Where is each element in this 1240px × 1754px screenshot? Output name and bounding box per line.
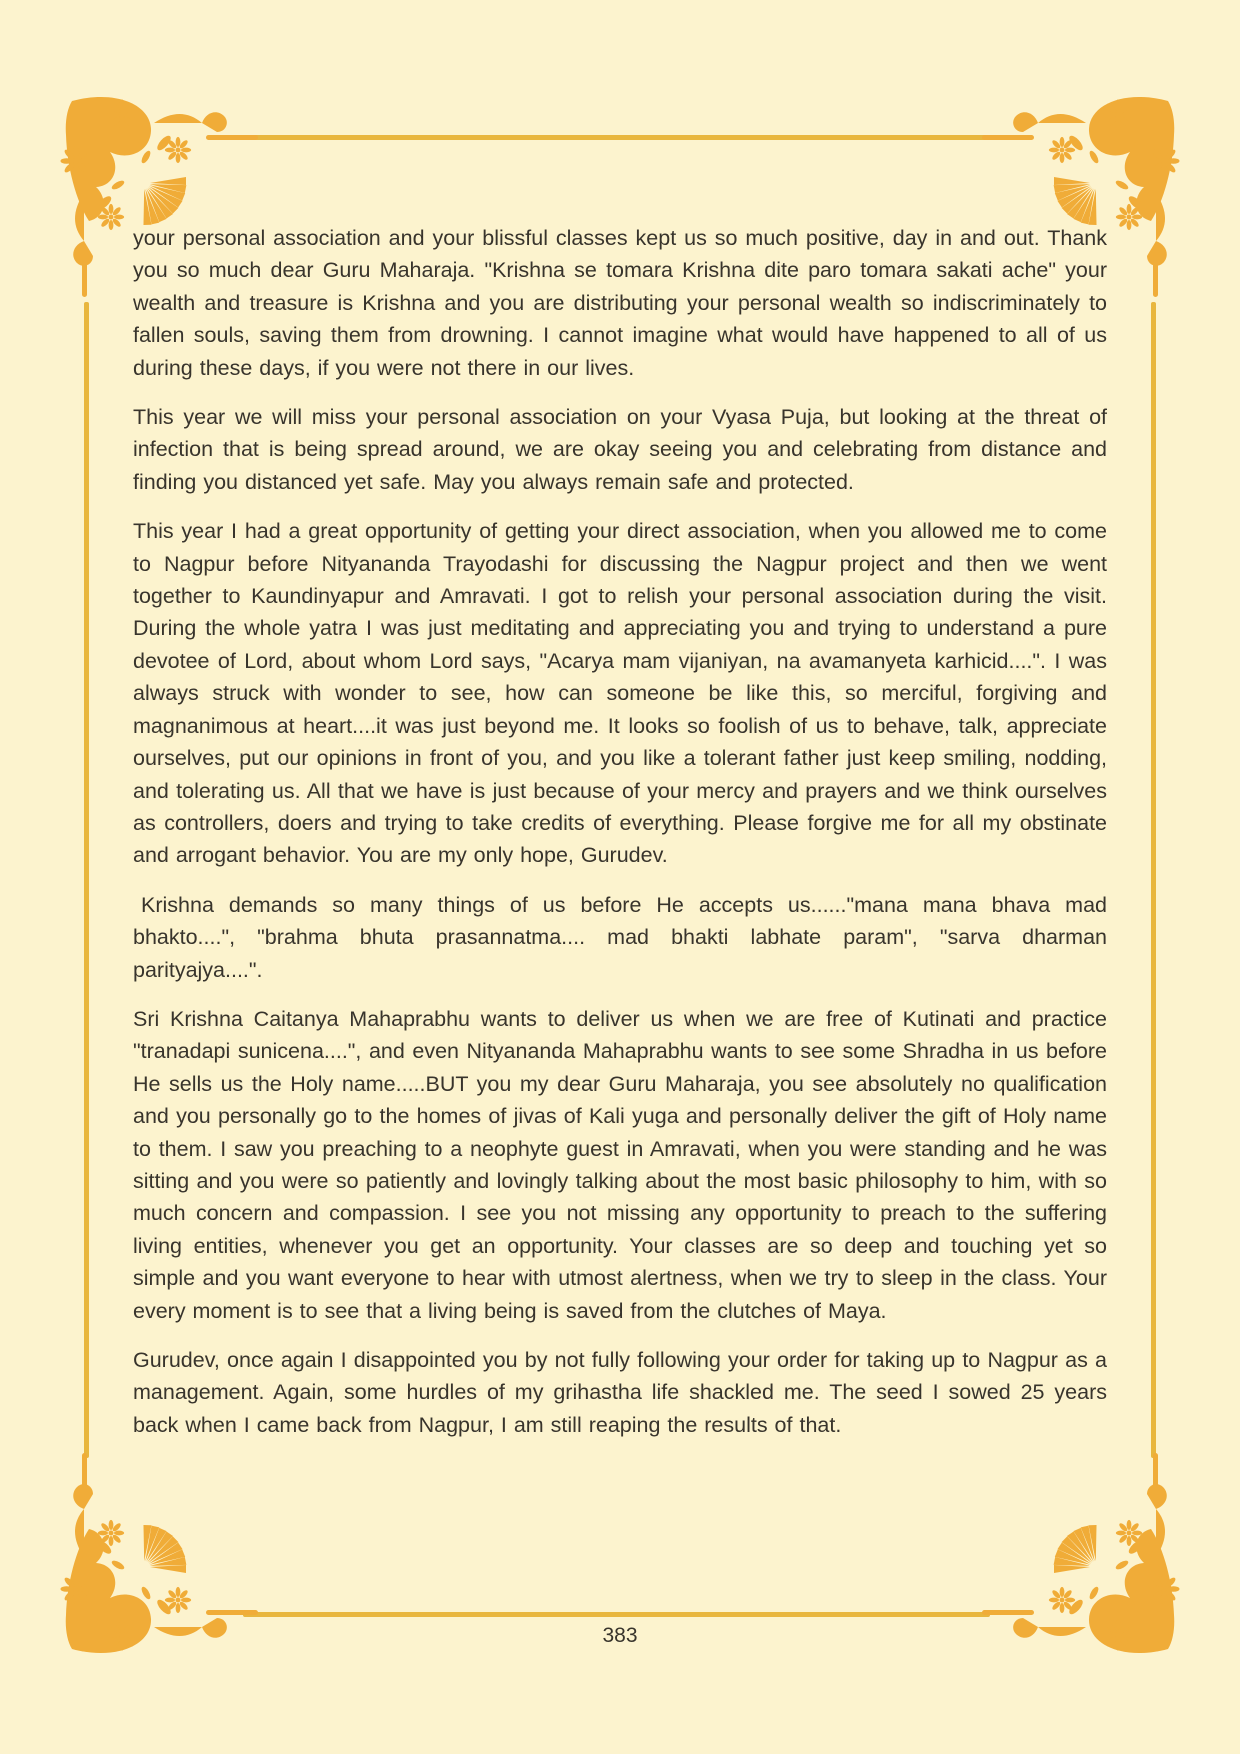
paragraph: your personal association and your blissful classes kept us so much positive, day in and out. Thank you so much dear Guru Maharaja. "Krishna se tomara Krishna dite paro tomara sakati ache" your wealth and treasure is Krishna and you are distributing your personal wealth so indiscriminately to fallen souls, saving them from drowning. I cannot imagine what would have happened to all of us during these days, if you were not there in our lives. <box>133 226 1107 380</box>
page-number: 383 <box>602 1624 638 1647</box>
page-body-text <box>133 222 1107 1441</box>
frame-border-bottom <box>243 1612 990 1617</box>
frame-border-right <box>1151 302 1156 1458</box>
paragraph: Gurudev, once again I disappointed you by not fully following your order for taking up to Nagpur as a management. Again, some hurdles of my grihastha life shackled me. The seed I sowed 25 years back when I came back from Nagpur, I am still reaping the results of that. <box>133 1348 1107 1437</box>
paragraph: Krishna demands so many things of us before He accepts us......"mana mana bhava mad bhakto....", "brahma bhuta prasannatma.... mad bhakti labhate param", "sarva dharman parityajya....". <box>133 892 1107 982</box>
frame-border-top <box>243 135 990 140</box>
paragraph: Sri Krishna Caitanya Mahaprabhu wants to deliver us when we are free of Kutinati and practice "tranadapi sunicena....", and even Nityananda Mahaprabhu wants to see some Shradha in us before He sells us the Holy name.....BUT you my dear Guru Maharaja, you see absolutely no qualification and you personally go to the homes of jivas of Kali yuga and personally deliver the gift of Holy name to them. I saw you preaching to a neophyte guest in Amravati, when you were standing and he was sitting and you were so patiently and lovingly talking about the most basic philosophy to him, with so much concern and compassion. I see you not missing any opportunity to preach to the suffering living entities, whenever you get an opportunity. Your classes are so deep and touching yet so simple and you want everyone to hear with utmost alertness, when we try to sleep in the class. Your every moment is to see that a living being is saved from the clutches of Maya. <box>133 1006 1107 1323</box>
paragraph: This year we will miss your personal association on your Vyasa Puja, but looking at the threat of infection that is being spread around, we are okay seeing you and celebrating from distance and finding you distanced yet safe. May you always remain safe and protected. <box>133 405 1107 494</box>
frame-border-left <box>84 302 89 1458</box>
paragraph: This year I had a great opportunity of getting your direct association, when you allowed me to come to Nagpur before Nityananda Trayodashi for discussing the Nagpur project and then we went together to Kaundinyapur and Amravati. I got to relish your personal association during the visit. During the whole yatra I was just meditating and appreciating you and trying to understand a pure devotee of Lord, about whom Lord says, "Acarya mam vijaniyan, na avamanyeta karhicid....". I was always struck with wonder to see, how can someone be like this, so merciful, forgiving and magnanimous at heart....it was just beyond me. It looks so foolish of us to behave, talk, appreciate ourselves, put our opinions in front of you, and you like a tolerant father just keep smiling, nodding, and tolerating us. All that we have is just because of your mercy and prayers and we think ourselves as controllers, doers and trying to take credits of everything. Please forgive me for all my obstinate and arrogant behavior. You are my only hope, Gurudev. <box>133 519 1107 868</box>
